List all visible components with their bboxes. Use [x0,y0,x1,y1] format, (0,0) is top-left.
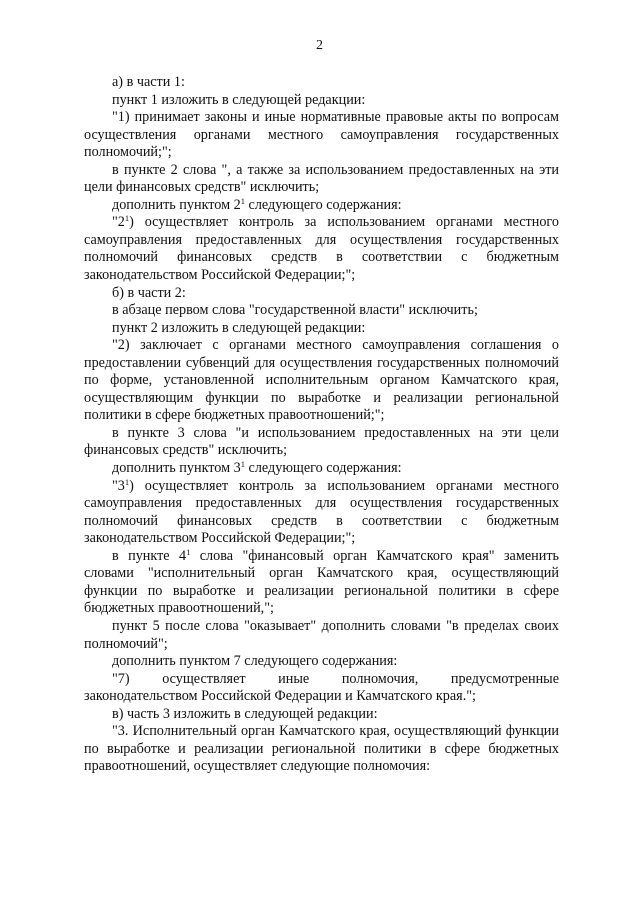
paragraph: в) часть 3 изложить в следующей редакции: [112,705,378,722]
paragraph: в пункте 3 слова "и использованием предоставленных на эти цели финансовых средств" исключить; [84,424,559,459]
superscript-index: 1 [124,476,130,487]
superscript-index: 1 [240,459,245,470]
superscript-index: 1 [186,546,191,557]
paragraph: "1) принимает законы и иные нормативные правовые акты по вопросам осуществления органами местного самоуправления государственных полномочий;"; [84,109,559,161]
paragraph: б) в части 2: [112,284,186,301]
page-number: 2 [316,38,323,53]
paragraph: "7) осуществляет иные полномочия, предусмотренные законодательством Российской Федерации и Камчатского края."; [84,670,559,705]
paragraph-text: дополнить пунктом 2 [112,196,241,213]
paragraph: пункт 5 после слова "оказывает" дополнить словами "в пределах своих полномочий"; [84,617,559,652]
paragraph: а) в части 1: [112,74,185,90]
paragraph [84,478,559,548]
paragraph: "3. Исполнительный орган Камчатского края, осуществляющий функции по выработке и реализации региональной политики в сфере бюджетных правоотношений, осуществляет следующие полномочия: [84,723,559,775]
paragraph-text: "3 [112,477,125,494]
paragraph [84,460,559,478]
document-body [84,74,559,776]
paragraph: пункт 1 изложить в следующей редакции: [112,91,366,108]
paragraph-text: следующего содержания: [244,460,402,477]
paragraph-text: слова "финансовый орган Камчатского края" заменить словами "исполнительный орган Камчатского края, осуществляющий функции по выработке и реализации региональной политики в сфере бюджетных правоотношений,"; [84,547,559,617]
paragraph: в пункте 2 слова ", а также за использованием предоставленных на эти цели финансовых средств" исключить; [84,161,559,196]
paragraph: дополнить пунктом 7 следующего содержания: [112,653,398,670]
paragraph-text: в пункте 4 [112,547,187,564]
paragraph-text: дополнить пунктом 3 [112,460,241,477]
paragraph [84,548,559,618]
superscript-index: 1 [124,213,130,224]
paragraph: "2) заключает с органами местного самоуправления соглашения о предоставлении субвенций для осуществления государственных полномочий по форме, установленной исполнительным органом Камчатского края, осуществляющим функции по выработке и реализации региональной политики в сфере бюджетных правоотношений;"; [84,337,559,424]
paragraph [84,214,559,284]
paragraph-text: следующего содержания: [244,196,402,213]
paragraph-text: ) осуществляет контроль за использованием органами местного самоуправления предоставленных для осуществления государственных полномочий финансовых средств в соответствии с бюджетным законодательством Российской Федерации;"; [84,214,559,284]
paragraph-text: "2 [112,214,125,231]
paragraph-text: ) осуществляет контроль за использованием органами местного самоуправления предоставленных для осуществления государственных полномочий финансовых средств в соответствии с бюджетным законодательством Российской Федерации;"; [84,477,559,547]
paragraph: в абзаце первом слова "государственной власти" исключить; [112,302,478,319]
paragraph: пункт 2 изложить в следующей редакции: [112,319,366,336]
superscript-index: 1 [240,195,245,206]
paragraph [84,197,559,215]
